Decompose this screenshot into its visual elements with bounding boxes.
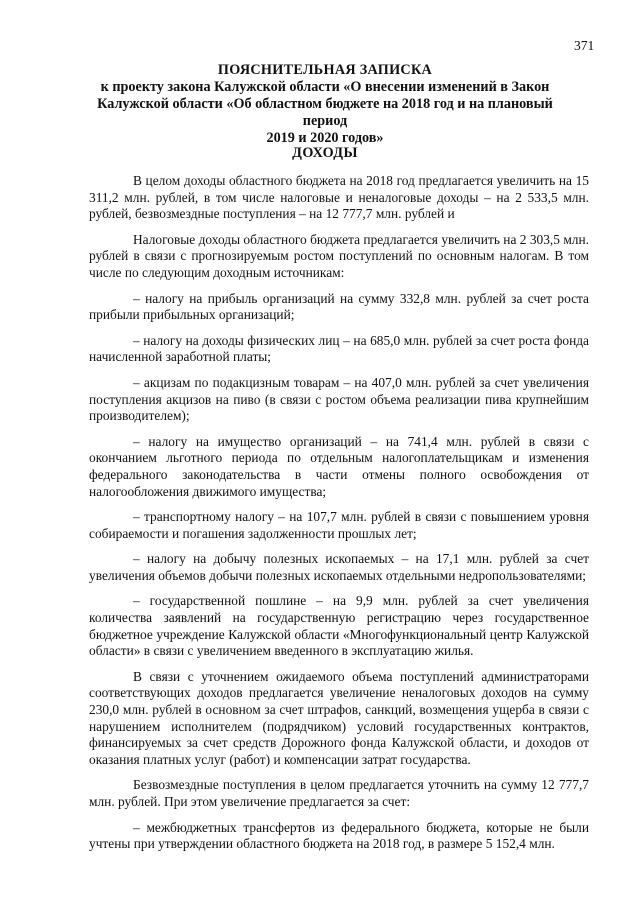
paragraph: В целом доходы областного бюджета на 2018 год предлагается увеличить на 15 311,2 млн. рублей, в том числе налоговые и неналоговые доходы – на 2 533,5 млн. рублей, безвозмездные поступления – на 12 777,7 млн. рублей и <box>89 173 589 222</box>
list-item: – межбюджетных трансфертов из федерального бюджета, которые не были учтены при утверждении областного бюджета на 2018 год, в размере 5 152,4 млн. <box>89 819 589 852</box>
title-line-3: 2019 и 2020 годов» <box>266 130 384 146</box>
list-item: – налогу на прибыль организаций на сумму 332,8 млн. рублей за счет роста прибыли прибыльных организаций; <box>89 290 589 323</box>
list-item: – акцизам по подакцизным товарам – на 407,0 млн. рублей за счет увеличения поступления акцизов на пиво (в связи с ростом объема реализации пива крупнейшим производителем); <box>89 374 589 424</box>
section-heading: ДОХОДЫ <box>292 145 358 161</box>
list-item: – государственной пошлине – на 9,9 млн. рублей за счет увеличения количества заявлений на государственную регистрацию через государственное бюджетное учреждение Калужской области «Многофункциональный центр Калужской области» в связи с увеличением введенного в эксплуатацию жилья. <box>89 593 589 659</box>
list-item: – налогу на имущество организаций – на 741,4 млн. рублей в связи с окончанием льготного периода по отдельным налогоплательщикам и изменения федерального законодательства в части отмены полного освобождения от налогообложения движимого имущества; <box>89 433 589 499</box>
list-item: – налогу на доходы физических лиц – на 685,0 млн. рублей за счет роста фонда начисленной заработной платы; <box>89 332 589 365</box>
paragraph: Налоговые доходы областного бюджета предлагается увеличить на 2 303,5 млн. рублей в связи с прогнозируемым ростом поступлений по основным налогам. В том числе по следующим доходным источникам: <box>89 231 589 280</box>
document-title <box>80 62 570 147</box>
document-body <box>89 173 589 853</box>
title-line-1: к проекту закона Калужской области «О внесении изменений в Закон <box>100 79 550 95</box>
paragraph: Безвозмездные поступления в целом предлагается уточнить на сумму 12 777,7 млн. рублей. При этом увеличение предлагается за счет: <box>89 777 589 809</box>
title-line-2: Калужской области «Об областном бюджете на 2018 год и на плановый период <box>97 96 553 129</box>
page-number: 371 <box>574 38 595 53</box>
title-main: ПОЯСНИТЕЛЬНАЯ ЗАПИСКА <box>217 62 433 78</box>
list-item: – транспортному налогу – на 107,7 млн. рублей в связи с повышением уровня собираемости и погашения задолженности прошлых лет; <box>89 509 589 541</box>
paragraph: В связи с уточнением ожидаемого объема поступлений администраторами соответствующих доходов предлагается увеличение неналоговых доходов на сумму 230,0 млн. рублей в основном за счет штрафов, санкций, возмещения ущерба в связи с нарушением исполнителем (подрядчиком) условий государственных контрактов, финансируемых за счет средств Дорожного фонда Калужской области, и доходов от оказания платных услуг (работ) и компенсации затрат государства. <box>89 668 589 767</box>
list-item: – налогу на добычу полезных ископаемых – на 17,1 млн. рублей за счет увеличения объемов добычи полезных ископаемых отдельными недропользователями; <box>89 551 589 583</box>
